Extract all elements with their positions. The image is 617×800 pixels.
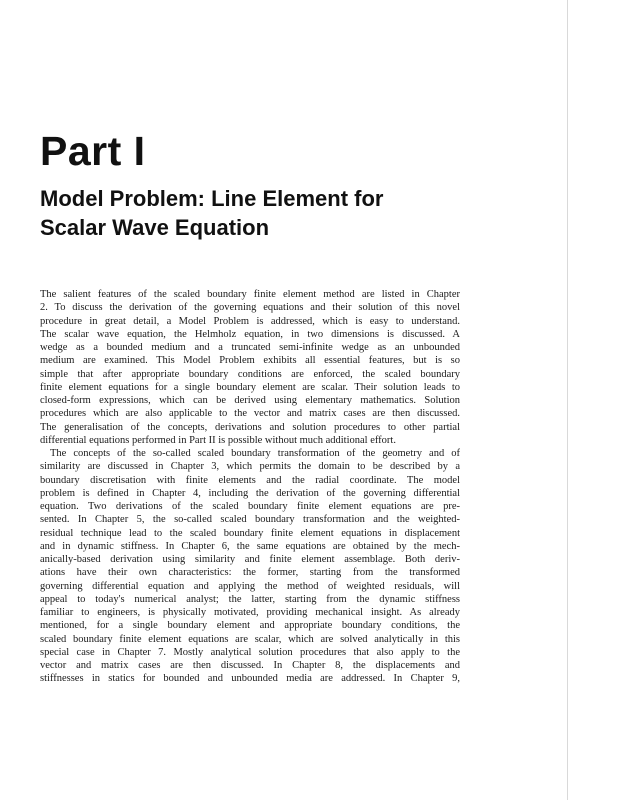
subtitle-line: Scalar Wave Equation [40, 215, 270, 240]
text-line: medium are examined. This Model Problem exhibits all essential features, but is so [40, 355, 460, 367]
text-line: and in dynamic stiffness. In Chapter 6, the same equations are obtained by the mech- [40, 540, 460, 552]
paragraph [40, 288, 460, 447]
text-line: simple that after appropriate boundary conditions are enforced, the scaled boundary [40, 368, 460, 380]
text-line: equation. Two derivations of the scaled boundary finite element equations are pre- [40, 501, 460, 512]
text-line: stiffnesses in statics for bounded and unbounded media are addressed. In Chapter 9, [40, 673, 460, 685]
text-line: The concepts of the so-called scaled boundary transformation of the geometry and of [50, 448, 460, 459]
text-line: governing differential equation and applying the method of weighted residuals, will [40, 580, 460, 592]
part-title: Part I [40, 128, 146, 174]
text-line: closed-form expressions, which can be derived using elementary mathematics. Solution [40, 395, 460, 406]
text-line: boundary discretisation with finite elements and the radial coordinate. The model [40, 474, 460, 486]
subtitle-line: Model Problem: Line Element for [40, 186, 384, 211]
text-line: scaled boundary finite element equations are scalar, which are solved analytically in this [40, 633, 460, 645]
text-line: The scalar wave equation, the Helmholz equation, in two dimensions is discussed. A [40, 328, 460, 340]
text-line: vector and matrix cases are then discussed. In Chapter 8, the displacements and [40, 660, 460, 671]
text-line: special case in Chapter 7. Mostly analytical solution procedures that also apply to the [40, 646, 460, 658]
text-line: 2. To discuss the derivation of the governing equations and their solution of this novel [40, 302, 460, 314]
text-line: anically-based derivation using similarity and finite element assemblage. Both deriv- [40, 554, 460, 565]
text-line: ations have their own characteristics: the former, starting from the transformed [40, 567, 460, 579]
text-line: problem is defined in Chapter 4, including the derivation of the governing differential [40, 487, 460, 499]
viewer-margin [567, 0, 617, 800]
part-subtitle [40, 184, 480, 242]
text-line: procedure in great detail, a Model Problem is addressed, which is easy to understand. [40, 315, 460, 327]
text-line: The salient features of the scaled boundary finite element method are listed in Chapter [40, 289, 460, 300]
text-line: mentioned, for a single boundary element and appropriate boundary conditions, the [40, 620, 460, 632]
paragraph [40, 447, 460, 686]
text-line: residual technique lead to the scaled boundary finite element equations in displacement [40, 527, 460, 539]
text-line: familiar to engineers, is physically motivated, providing mechanical insight. As already [40, 607, 460, 618]
text-line: finite element equations for a single boundary element are scalar. Their solution leads to [40, 381, 460, 393]
text-line: The generalisation of the concepts, derivations and solution procedures to other partial [40, 421, 460, 433]
text-line: appeal to today's numerical analyst; the latter, starting from the dynamic stiffness [40, 593, 460, 605]
text-line: similarity are discussed in Chapter 3, which permits the domain to be described by a [40, 461, 460, 473]
text-line: procedures which are also applicable to the vector and matrix cases are then discussed. [40, 408, 460, 420]
text-line: wedge as a bounded medium and a truncated semi-infinite wedge as an unbounded [40, 342, 460, 353]
text-line: differential equations performed in Part II is possible without much additional effort. [40, 434, 396, 446]
body-text [40, 288, 460, 686]
text-line: sented. In Chapter 5, the so-called scaled boundary transformation and the weighted- [40, 514, 460, 526]
